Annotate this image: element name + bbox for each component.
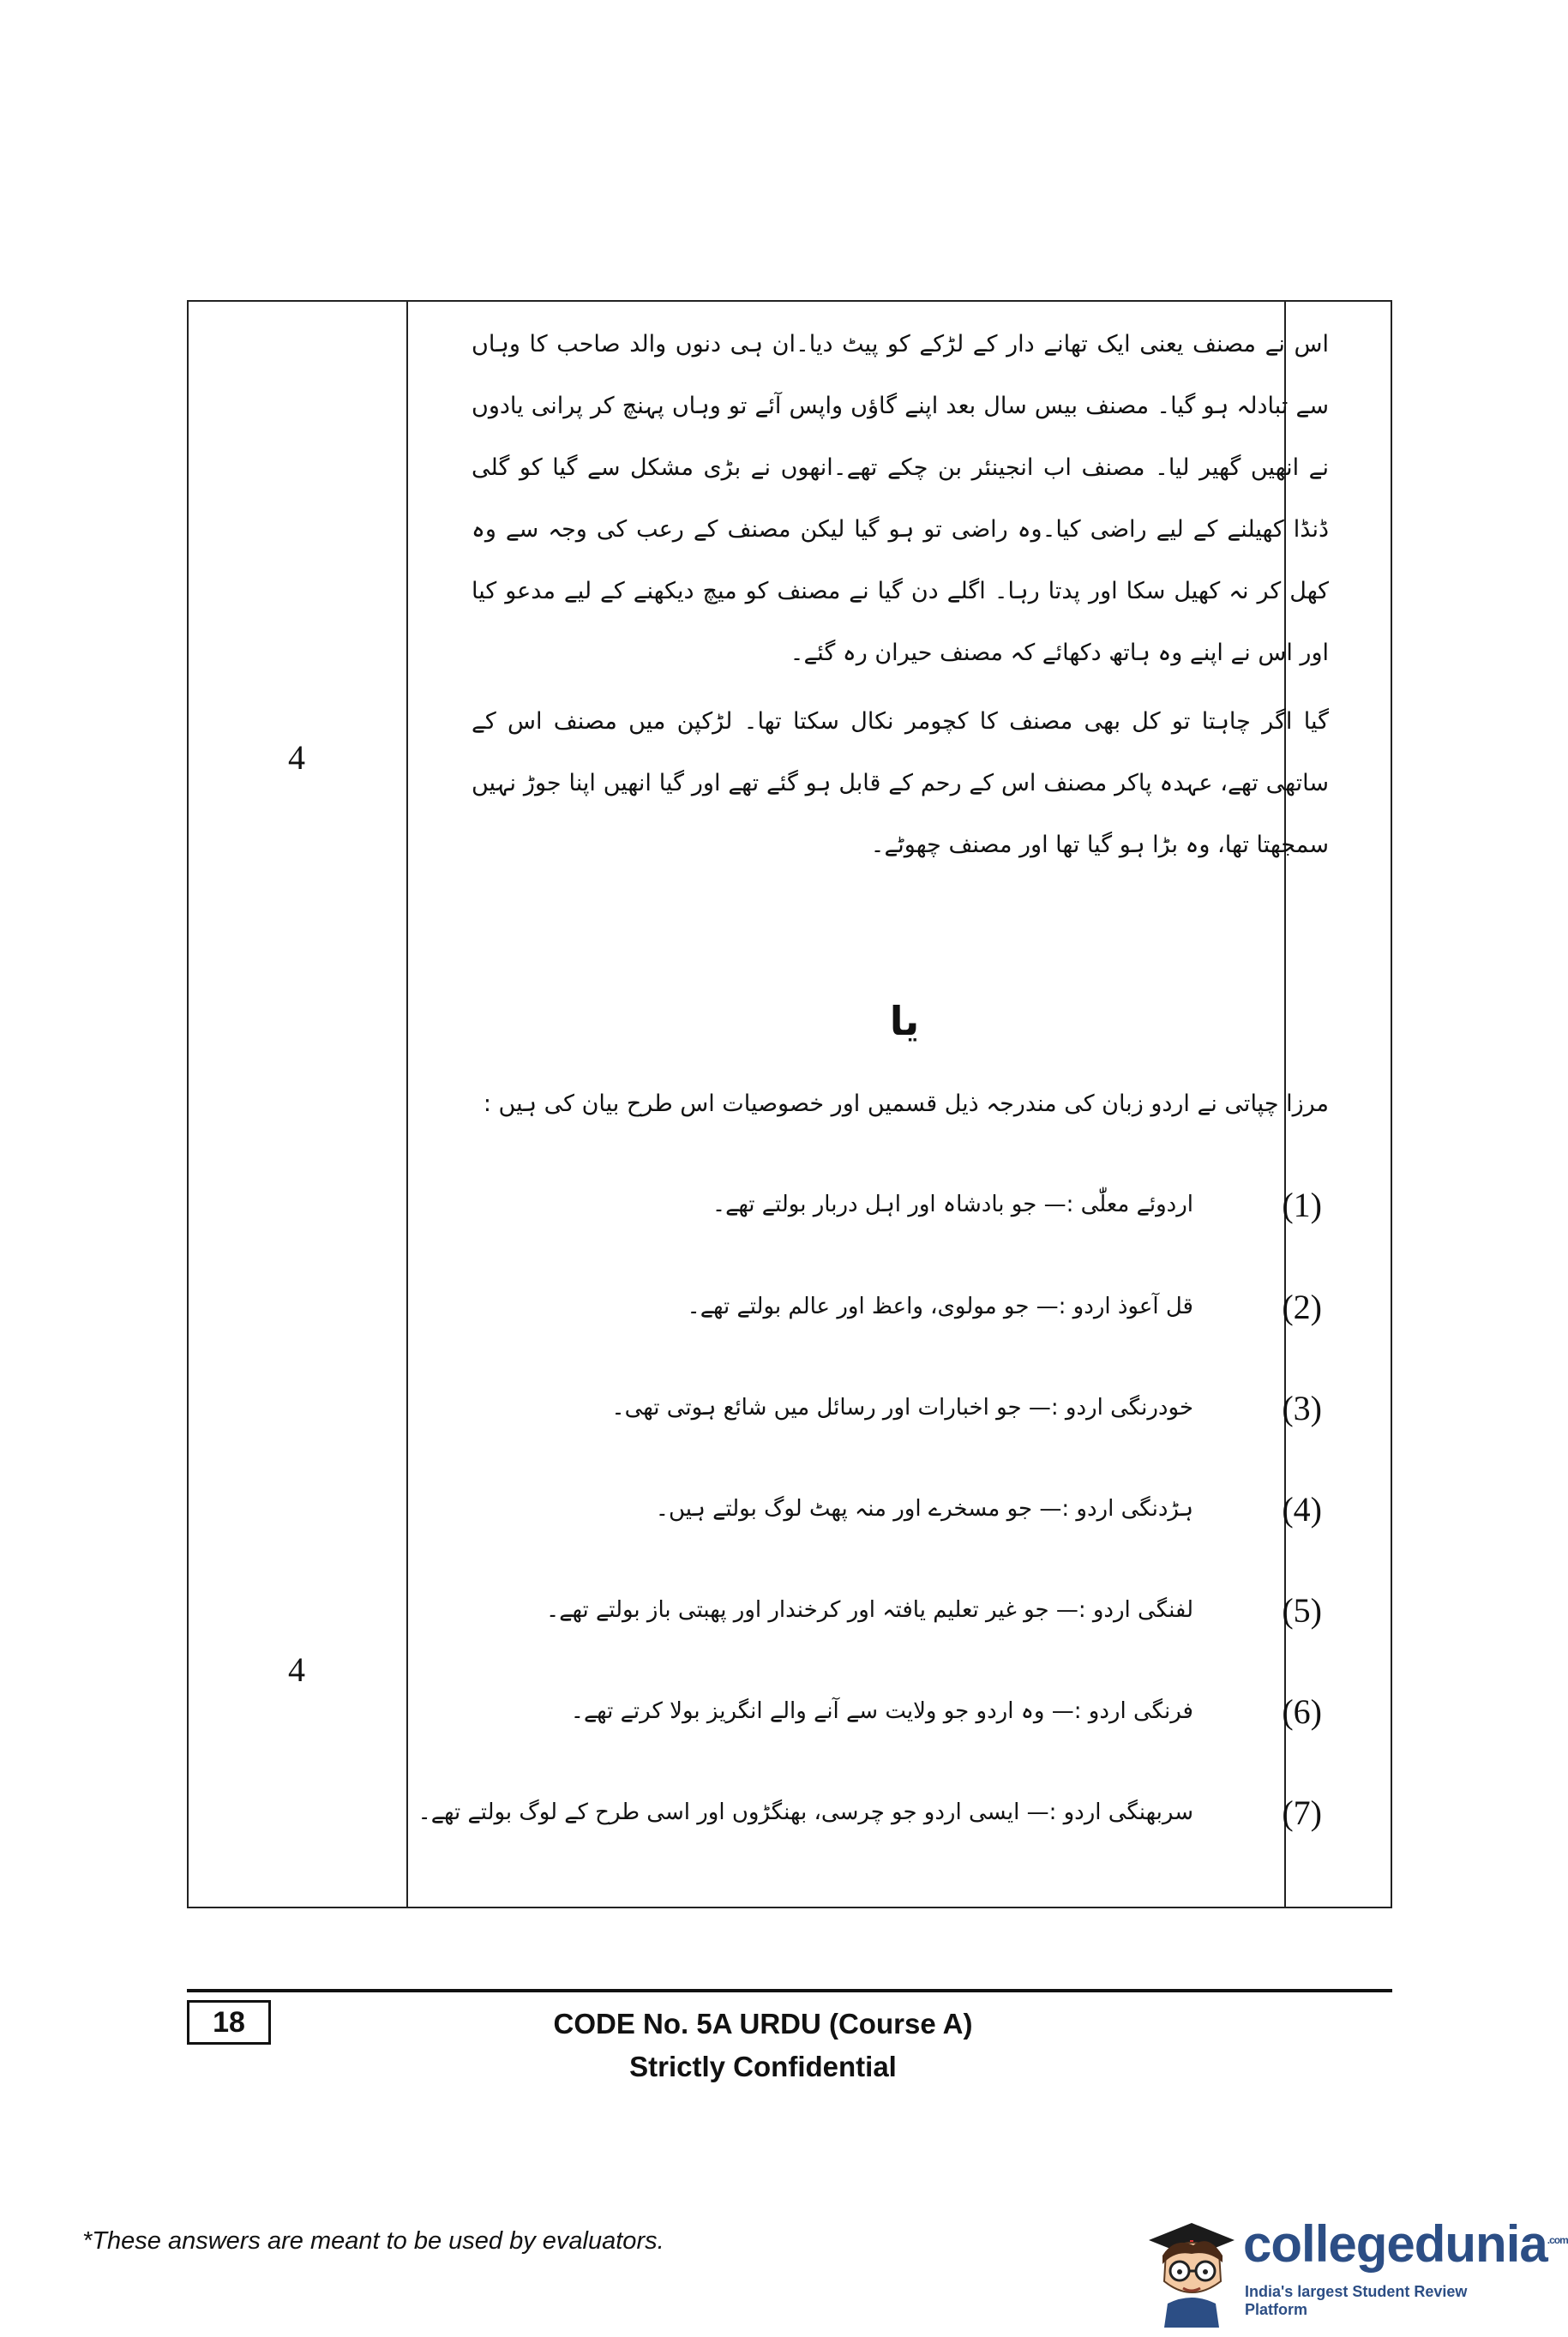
column-divider	[406, 302, 408, 1907]
code-line: CODE No. 5A URDU (Course A)	[553, 2008, 973, 2040]
footer-rule	[187, 1989, 1392, 1992]
brand-name: collegedunia$^{.com}$	[1243, 2215, 1568, 2273]
brand-suffix: .com	[1547, 2234, 1568, 2246]
item-text: سربھنگی اردو :— ایسی اردو جو چرسی، بھنگڑوں اور اسی طرح کے لوگ بولتے تھے۔	[418, 1799, 1193, 1825]
page-number: 18	[187, 2000, 271, 2045]
question-intro: مرزا چپاتی نے اردو زبان کی مندرجہ ذیل قسمیں اور خصوصیات اس طرح بیان کی ہیں :	[483, 1090, 1329, 1117]
marks-cell: 4	[288, 1650, 305, 1689]
item-text: خودرنگی اردو :— جو اخبارات اور رسائل میں شائع ہوتی تھی۔	[611, 1395, 1193, 1421]
marks-cell: 4	[288, 738, 305, 777]
item-number: (2)	[1282, 1287, 1322, 1326]
evaluator-note: *These answers are meant to be used by evaluators.	[82, 2227, 664, 2255]
or-separator: یا	[889, 998, 920, 1044]
brand-tagline: India's largest Student Review Platform	[1245, 2283, 1468, 2318]
answer-table	[187, 300, 1392, 1908]
list-item	[688, 1281, 1322, 1332]
item-number: (4)	[1282, 1489, 1322, 1529]
item-text: فرنگی اردو :— وہ اردو جو ولایت سے آنے والے انگریز بولا کرتے تھے۔	[570, 1698, 1193, 1724]
item-text: قل آعوذ اردو :— جو مولوی، واعظ اور عالم بولتے تھے۔	[687, 1294, 1193, 1319]
answer-paragraph: اس نے مصنف یعنی ایک تھانے دار کے لڑکے کو پیٹ دیا۔ان ہی دنوں والد صاحب کا وہاں سے تبادلہ ہو گیا۔ مصنف بیس سال بعد اپنے گاؤں واپس آئے تو وہاں پہنچ کر پرانی یادوں نے انھیں گھیر لیا۔ مصنف اب انجینئر بن چکے تھے۔انھوں نے بڑی مشکل سے گیا کو گلی ڈنڈا کھیلنے کے لیے راضی کیا۔وہ راضی تو ہو گیا لیکن مصنف کے رعب کی وجہ سے وہ کھل کر نہ کھیل سکا اور پدتا رہا۔ اگلے دن گیا نے مصنف کو میچ دیکھنے کے لیے مدعو کیا اور اس نے اپنے وہ ہاتھ دکھائے کہ مصنف حیران رہ گئے۔	[472, 331, 1329, 666]
item-text: لفنگی اردو :— جو غیر تعلیم یافتہ اور کرخندار اور پھبتی باز بولتے تھے۔	[546, 1597, 1193, 1623]
item-text: ہڑدنگی اردو :— جو مسخرے اور منہ پھٹ لوگ بولتے ہیں۔	[655, 1496, 1193, 1522]
list-item	[571, 1685, 1322, 1737]
footer-code	[480, 2003, 1046, 2088]
item-number: (7)	[1282, 1793, 1322, 1832]
list-item	[546, 1584, 1322, 1636]
item-number: (6)	[1282, 1691, 1322, 1731]
list-item	[418, 1787, 1322, 1838]
item-number: (5)	[1282, 1590, 1322, 1630]
list-item	[611, 1382, 1322, 1433]
answer-text-block	[472, 314, 1329, 876]
list-item	[712, 1179, 1322, 1230]
item-number: (1)	[1282, 1185, 1322, 1224]
collegedunia-logo[interactable]	[1140, 2208, 1568, 2328]
confidential-label: Strictly Confidential	[629, 2051, 897, 2082]
answer-paragraph: گیا اگر چاہتا تو کل بھی مصنف کا کچومر نکال سکتا تھا۔ لڑکپن میں مصنف اس کے ساتھی تھے، عہدہ پاکر مصنف اس کے رحم کے قابل ہو گئے تھے اور گیا انھیں اپنا جوڑ نہیں سمجھتا تھا، وہ بڑا ہو گیا تھا اور مصنف چھوٹے۔	[472, 708, 1329, 858]
item-number: (3)	[1282, 1388, 1322, 1427]
list-item	[656, 1483, 1322, 1535]
item-text: اردوئے معلّٰی :— جو بادشاہ اور اہل دربار بولتے تھے۔	[712, 1192, 1193, 1217]
student-mascot-icon	[1140, 2208, 1239, 2328]
